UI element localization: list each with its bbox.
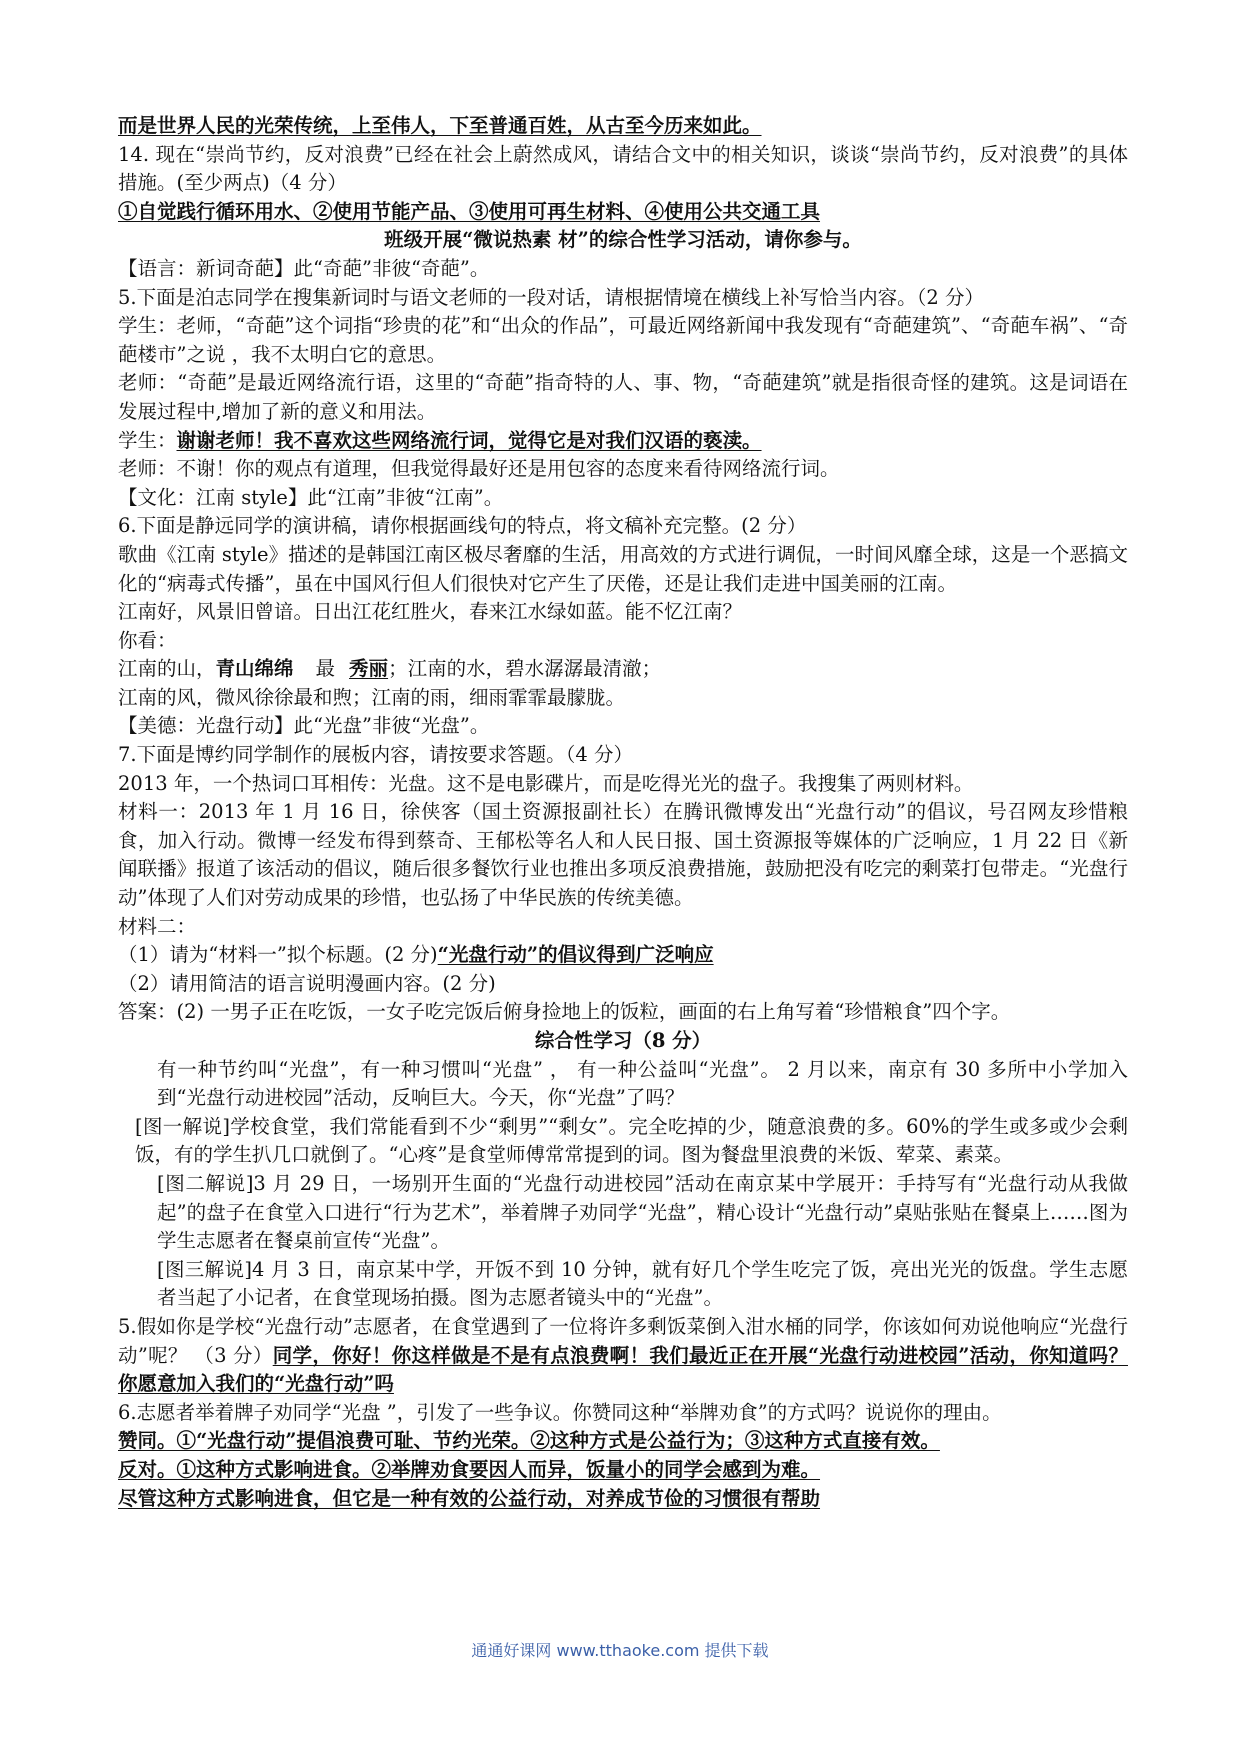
text-span: 江南的山，	[118, 657, 216, 681]
speech-paragraph: 歌曲《江南 style》描述的是韩国江南区极尽奢靡的生活，用高效的方式进行调侃，一时间风靡全球，这是一个恶搞文化的“病毒式传播”，虽在中国风行但人们很快对它产生了厌倦，还是让我们走进中国美丽的江南。	[118, 542, 1128, 595]
answer-6-part1: 青山绵绵	[215, 657, 294, 681]
question-7-1	[118, 941, 1128, 970]
figure-3-caption: [图三解说]4 月 3 日，南京某中学，开饭不到 10 分钟，就有好几个学生吃完了饭，亮出光光的饭盘。学生志愿者当起了小记者，在食堂现场拍摄。图为志愿者镜头中的“光盘”。	[157, 1257, 1128, 1310]
speech-look: 你看：	[118, 628, 177, 652]
answer-6b-agree: 赞同。①“光盘行动”提倡浪费可耻、节约光荣。②这种方式是公益行为；③这种方式直接有效。	[118, 1429, 940, 1453]
speech-mountain	[118, 655, 1128, 684]
text-span: （1）请为“材料一”拟个标题。(2 分)	[118, 943, 438, 967]
answer-6b-disagree: 反对。①这种方式影响进食。②举牌劝食要因人而异，饭量小的同学会感到为难。	[118, 1457, 821, 1481]
figure-1-caption: [图一解说]学校食堂，我们常能看到不少“剩男”“剩女”。完全吃掉的少，随意浪费的多。60%的学生或多或少会剩饭，有的学生扒几口就倒了。“心疼”是食堂师傅常常提到的词。图为餐盘里浪费的米饭、荤菜、素菜。	[135, 1114, 1128, 1167]
speech-wind: 江南的风，微风徐徐最和煦；江南的雨，细雨霏霏最朦胧。	[118, 685, 626, 709]
question-6: 6.下面是静远同学的演讲稿，请你根据画线句的特点，将文稿补充完整。(2 分）	[118, 514, 807, 538]
answer-14: ①自觉践行循环用水、②使用节能产品、③使用可再生材料、④使用公共交通工具	[118, 199, 821, 223]
topic-virtue: 【美德：光盘行动】此“光盘”非彼“光盘”。	[118, 714, 490, 738]
question-7: 7.下面是博约同学制作的展板内容，请按要求答题。（4 分）	[118, 743, 633, 767]
material-one: 材料一：2013 年 1 月 16 日，徐侠客（国土资源报副社长）在腾讯微博发出“光盘行动”的倡议，号召网友珍惜粮食，加入行动。微博一经发布得到蔡奇、王郁松等名人和人民日报、国土资源报等媒体的广泛响应，1 月 22 日《新闻联播》报道了该活动的倡议，随后很多餐饮行业也推出多项反浪费措施，鼓励把没有吃完的剩菜打包带走。“光盘行动”体现了人们对劳动成果的珍惜，也弘扬了中华民族的传统美德。	[118, 800, 1128, 910]
document-page	[118, 112, 1128, 1513]
question-5b	[118, 1313, 1128, 1399]
answer-7-2: 答案：(2) 一男子正在吃饭，一女子吃完饭后俯身捡地上的饭粒，画面的右上角写着“珍惜粮食”四个字。	[118, 1000, 1011, 1024]
material-two: 材料二：	[118, 914, 197, 938]
question-14: 14. 现在“崇尚节约，反对浪费”已经在社会上蔚然成风，请结合文中的相关知识，谈谈“崇尚节约，反对浪费”的具体措施。(至少两点)（4 分）	[118, 142, 1128, 195]
question-7-2: （2）请用简洁的语言说明漫画内容。(2 分)	[118, 971, 496, 995]
speaker-label: 学生：	[118, 428, 177, 452]
answer-5b: 同学，你好！你这样做是不是有点浪费啊！我们最近正在开展“光盘行动进校园”活动，你知道吗？你愿意加入我们的“光盘行动”吗	[118, 1343, 1128, 1396]
question-6b: 6.志愿者举着牌子劝同学“光盘 ”，引发了一些争议。你赞同这种“举牌劝食”的方式吗？说说你的理由。	[118, 1400, 1002, 1424]
dialogue-teacher-2: 老师：不谢！你的观点有道理，但我觉得最好还是用包容的态度来看待网络流行词。	[118, 457, 840, 481]
figure-2-caption: [图二解说]3 月 29 日，一场别开生面的“光盘行动进校园”活动在南京某中学展开：手持写有“光盘行动从我做起”的盘子在食堂入口进行“行为艺术”，举着牌子劝同学“光盘”，精心设计“光盘行动”桌贴张贴在餐桌上……图为学生志愿者在餐桌前宣传“光盘”。	[157, 1171, 1128, 1253]
text-span: 最	[315, 657, 336, 681]
answer-line: 而是世界人民的光荣传统，上至伟人，下至普通百姓，从古至今历来如此。	[118, 114, 762, 137]
section-heading: 班级开展“微说热素 材”的综合性学习活动，请你参与。	[384, 228, 862, 252]
question-5: 5.下面是泊志同学在搜集新词时与语文老师的一段对话，请根据情境在横线上补写恰当内容。（2 分）	[118, 285, 984, 309]
topic-culture: 【文化：江南 style】此“江南”非彼“江南”。	[118, 485, 504, 509]
answer-5: 谢谢老师！我不喜欢这些网络流行词，觉得它是对我们汉语的亵渎。	[176, 428, 762, 452]
dialogue-student-1: 学生：老师，“奇葩”这个词指“珍贵的花”和“出众的作品”，可最近网络新闻中我发现有“奇葩建筑”、“奇葩车祸”、“奇葩楼市”之说 ，我不太明白它的意思。	[118, 314, 1128, 366]
material-intro: 2013 年，一个热词口耳相传：光盘。这不是电影碟片，而是吃得光光的盘子。我搜集了两则材料。	[118, 771, 974, 795]
text-span: ；江南的水，碧水潺潺最清澈；	[388, 657, 662, 681]
dialogue-teacher-1: 老师：“奇葩”是最近网络流行语，这里的“奇葩”指奇特的人、事、物，“奇葩建筑”就是指很奇怪的建筑。这是词语在发展过程中,增加了新的意义和用法。	[118, 371, 1128, 423]
footer-credit: 通通好课网 www.tthaoke.com 提供下载	[471, 1641, 769, 1660]
topic-language: 【语言：新词奇葩】此“奇葩”非彼“奇葩”。	[118, 256, 490, 280]
intro-paragraph: 有一种节约叫“光盘”，有一种习惯叫“光盘” ， 有一种公益叫“光盘”。 2 月以来，南京有 30 多所中小学加入到“光盘行动进校园”活动，反响巨大。今天，你“光盘”了吗？	[157, 1057, 1128, 1110]
answer-6-part2: 秀丽	[349, 657, 389, 681]
section-heading-comprehensive: 综合性学习（8 分）	[534, 1029, 712, 1052]
text-span: 5.假如你是学校“光盘行动”志愿者，在食堂遇到了一位将许多剩饭菜倒入泔水桶的同学，你该如何劝说他响应“光盘行动”呢？ （3 分）	[118, 1314, 1128, 1367]
answer-7-1: “光盘行动”的倡议得到广泛响应	[437, 943, 714, 967]
poem-line: 江南好，风景旧曾谙。日出江花红胜火，春来江水绿如蓝。能不忆江南？	[118, 600, 743, 624]
answer-6b-neutral: 尽管这种方式影响进食，但它是一种有效的公益行动，对养成节俭的习惯很有帮助	[118, 1486, 821, 1510]
dialogue-student-2	[118, 427, 1128, 456]
